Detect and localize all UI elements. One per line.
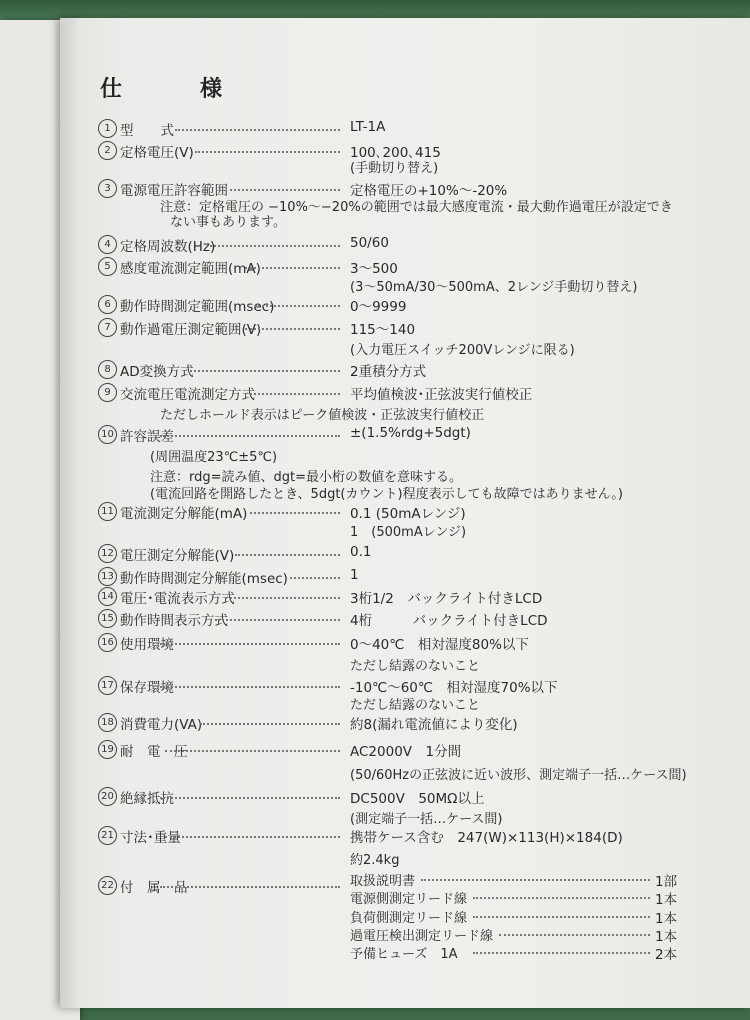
spec-row (0, 713, 750, 735)
spec-value: 携帯ケース含む 247(W)×113(H)×184(D) (350, 830, 623, 846)
spec-note: (50/60Hzの正弦波に近い波形、測定端子一括…ケース間) (350, 768, 687, 783)
spec-row (0, 295, 750, 317)
spec-label: 動作時間測定分解能(msec) (120, 571, 288, 587)
dot-leader (421, 879, 650, 881)
spec-label: 定格電圧(V) (120, 145, 194, 161)
accessory-quantity: 1本 (655, 911, 678, 927)
spec-value: 0〜9999 (350, 299, 407, 315)
dot-leader (195, 151, 340, 153)
spec-row (0, 787, 750, 809)
page-title: 仕 様 (100, 77, 251, 102)
spec-row (0, 383, 750, 405)
dot-leader (255, 305, 340, 307)
accessory-quantity: 1本 (655, 929, 678, 945)
item-number: 12 (98, 544, 117, 563)
item-number: 17 (98, 676, 117, 695)
dot-leader (160, 797, 340, 799)
spec-row (0, 318, 750, 340)
spec-note: 1 (500mAレンジ) (350, 525, 467, 540)
dot-leader (473, 916, 650, 918)
accessory-name: 電源側測定リード線 (350, 892, 468, 907)
spec-note: 注意：定格電圧の −10%〜−20%の範囲では最大感度電流・最大動作過電圧が設定でき (160, 200, 673, 215)
dot-leader (160, 886, 340, 888)
dot-leader (225, 597, 340, 599)
spec-note: ない事もあります。 (170, 215, 286, 230)
spec-value: 100､200､415 (350, 145, 441, 161)
item-number: 13 (98, 567, 117, 586)
spec-label: 絶縁抵抗 (120, 791, 174, 807)
spec-value: AC2000V 1分間 (350, 744, 462, 760)
dot-leader (165, 750, 340, 752)
item-number: 18 (98, 713, 117, 732)
item-number: 7 (98, 318, 117, 337)
spec-value: 0〜40℃ 相対湿度80%以下 (350, 637, 529, 653)
item-number: 16 (98, 633, 117, 652)
item-number: 4 (98, 235, 117, 254)
accessory-name: 負荷側測定リード線 (350, 911, 468, 926)
spec-note: 注意：rdg=読み値、dgt=最小桁の数値を意味する。 (150, 470, 463, 485)
spec-label: 動作過電圧測定範囲(V) (120, 322, 262, 338)
spec-row (0, 360, 750, 382)
spec-row (0, 235, 750, 257)
spec-note: (測定端子一括…ケース間) (350, 812, 503, 827)
spec-value: 2重積分方式 (350, 364, 427, 380)
dot-leader (473, 952, 650, 954)
dot-leader (230, 189, 340, 191)
spec-label: 消費電力(VA) (120, 717, 203, 733)
spec-value: -10℃〜60℃ 相対湿度70%以下 (350, 680, 558, 696)
spec-row (0, 544, 750, 566)
spec-value: DC500V 50MΩ以上 (350, 791, 485, 807)
dot-leader (160, 643, 340, 645)
item-number: 6 (98, 295, 117, 314)
spec-value: ±(1.5%rdg+5dgt) (350, 425, 471, 441)
dot-leader (160, 686, 340, 688)
spec-label: 動作時間表示方式 (120, 613, 228, 629)
spec-note: (周囲温度23℃±5℃) (150, 450, 278, 465)
spec-note: (電流回路を開路したとき、5dgt(カウント)程度表示しても故障ではありません。) (150, 487, 623, 502)
dot-leader (245, 328, 340, 330)
spec-row (0, 567, 750, 589)
dot-leader (290, 577, 340, 579)
item-number: 20 (98, 787, 117, 806)
dot-leader (473, 897, 650, 899)
spec-label: AD変換方式 (120, 364, 194, 380)
spec-value: 50/60 (350, 235, 389, 251)
spec-value: 4桁 バックライト付きLCD (350, 613, 548, 629)
spec-value: 0.1 (350, 544, 372, 560)
item-number: 1 (98, 119, 117, 138)
spec-row (0, 425, 750, 447)
item-number: 5 (98, 257, 117, 276)
dot-leader (250, 393, 340, 395)
spec-note: (入力電圧スイッチ200Vレンジに限る) (350, 343, 575, 358)
item-number: 3 (98, 179, 117, 198)
item-number: 11 (98, 502, 117, 521)
spec-label: 電圧･電流表示方式 (120, 591, 235, 607)
spec-label: 交流電圧電流測定方式 (120, 387, 255, 403)
spec-label: 許容誤差 (120, 429, 174, 445)
accessory-quantity: 1本 (655, 892, 678, 908)
accessory-name: 予備ヒューズ 1A (350, 947, 458, 962)
item-number: 22 (98, 876, 117, 895)
spec-row (0, 609, 750, 631)
spec-row (0, 119, 750, 141)
accessory-name: 過電圧検出測定リード線 (350, 929, 494, 944)
spec-note: (手動切り替え) (350, 161, 439, 176)
spec-row (0, 633, 750, 655)
spec-note: ただし結露のないこと (350, 698, 481, 713)
spec-label: 定格周波数(Hz) (120, 239, 216, 255)
spec-label: 寸法･重量 (120, 830, 181, 846)
dot-leader (190, 370, 340, 372)
dot-leader (210, 245, 340, 247)
spec-label: 耐 電 圧 (120, 744, 188, 760)
spec-value: 定格電圧の+10%〜-20% (350, 183, 508, 199)
spec-label: 保存環境 (120, 680, 174, 696)
spec-value: 平均値検波･正弦波実行値校正 (350, 387, 533, 403)
dot-leader (160, 435, 340, 437)
spec-label: 型 式 (120, 123, 174, 139)
spec-note: 約2.4kg (350, 853, 400, 868)
dot-leader (235, 554, 340, 556)
accessory-quantity: 1部 (655, 874, 678, 890)
spec-note: ただし結露のないこと (350, 659, 481, 674)
spec-label: 電圧測定分解能(V) (120, 548, 235, 564)
dot-leader (165, 836, 340, 838)
spec-value: 3〜500 (350, 261, 398, 277)
spec-row (0, 587, 750, 609)
item-number: 21 (98, 826, 117, 845)
dot-leader (245, 267, 340, 269)
item-number: 9 (98, 383, 117, 402)
item-number: 15 (98, 609, 117, 628)
dot-leader (175, 129, 340, 131)
item-number: 10 (98, 425, 117, 444)
dot-leader (250, 512, 340, 514)
item-number: 2 (98, 141, 117, 160)
spec-label: 感度電流測定範囲(mA) (120, 261, 261, 277)
item-number: 8 (98, 360, 117, 379)
dot-leader (499, 934, 650, 936)
item-number: 14 (98, 587, 117, 606)
spec-value: LT-1A (350, 119, 386, 135)
accessory-quantity: 2本 (655, 947, 678, 963)
spec-note: (3〜50mA/30〜500mA、2レンジ手動切り替え) (350, 280, 638, 295)
item-number: 19 (98, 740, 117, 759)
spec-value: 0.1 (50mAレンジ) (350, 506, 466, 522)
spec-label: 付 属 品 (120, 880, 188, 896)
dot-leader (200, 723, 340, 725)
spec-label: 電流測定分解能(mA) (120, 506, 248, 522)
spec-label: 使用環境 (120, 637, 174, 653)
dot-leader (215, 619, 340, 621)
spec-value: 1 (350, 567, 359, 583)
spec-row (0, 826, 750, 848)
spec-row (0, 740, 750, 762)
spec-note: ただしホールド表示はピーク値検波・正弦波実行値校正 (160, 408, 485, 423)
spec-label: 電源電圧許容範囲 (120, 183, 228, 199)
accessory-name: 取扱説明書 (350, 874, 416, 889)
spec-value: 約8(漏れ電流値により変化) (350, 717, 518, 733)
spec-value: 115〜140 (350, 322, 416, 338)
spec-label: 動作時間測定範囲(msec) (120, 299, 275, 315)
spec-value: 3桁1/2 バックライト付きLCD (350, 591, 543, 607)
